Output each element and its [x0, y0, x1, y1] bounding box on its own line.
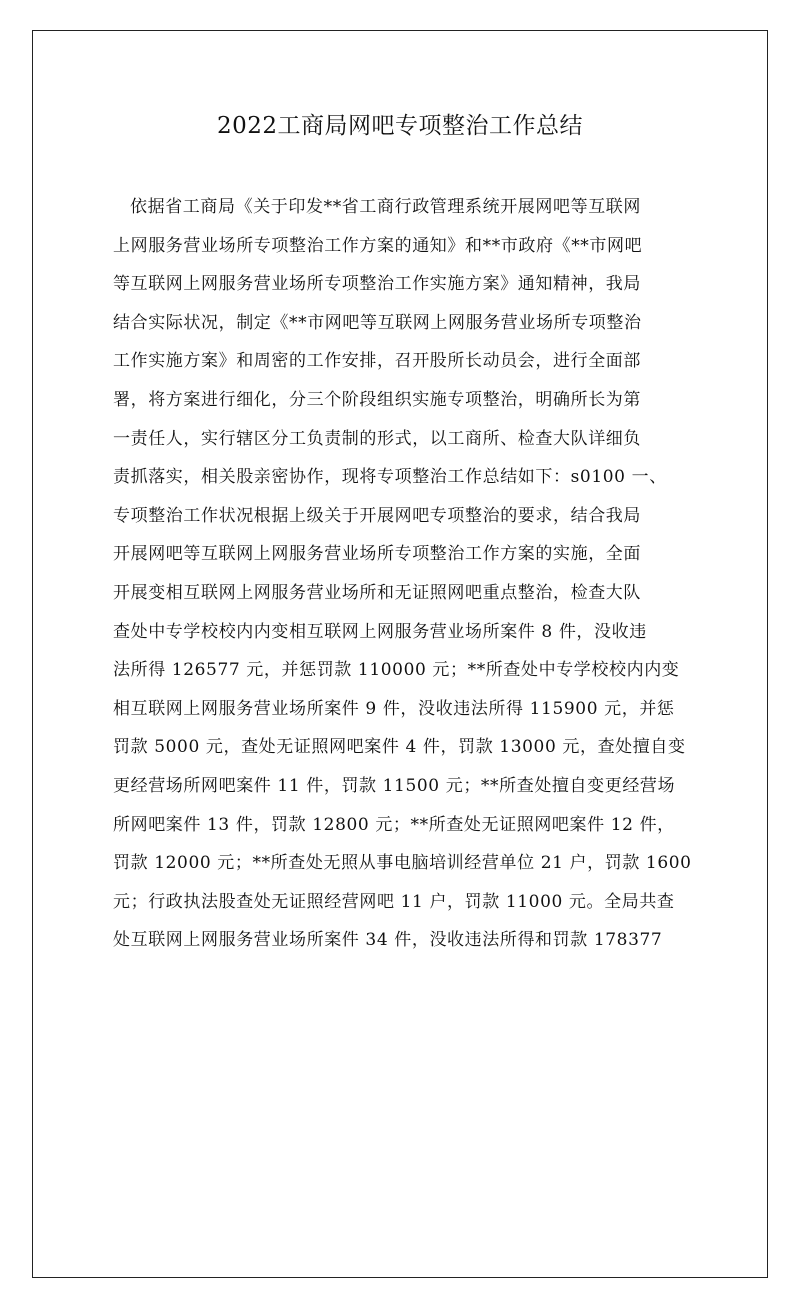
body-line: 工作实施方案》和周密的工作安排，召开股所长动员会，进行全面部	[113, 351, 641, 372]
body-line: 署，将方案进行细化，分三个阶段组织实施专项整治，明确所长为第	[113, 389, 641, 410]
body-line: 相互联网上网服务营业场所案件 9 件，没收违法所得 115900 元，并惩	[113, 698, 675, 719]
body-line: 罚款 12000 元；**所查处无照从事电脑培训经营单位 21 户，罚款 1600	[113, 853, 692, 874]
body-line: 一责任人，实行辖区分工负责制的形式，以工商所、检查大队详细负	[113, 428, 641, 449]
body-line: 查处中专学校校内内变相互联网上网服务营业场所案件 8 件，没收违	[113, 621, 647, 642]
body-line: 更经营场所网吧案件 11 件，罚款 11500 元；**所查处擅自变更经营场	[113, 775, 676, 796]
body-line: 罚款 5000 元，查处无证照网吧案件 4 件，罚款 13000 元，查处擅自变	[113, 737, 686, 758]
body-line: 开展变相互联网上网服务营业场所和无证照网吧重点整治，检查大队	[113, 582, 641, 603]
body-line: 所网吧案件 13 件，罚款 12800 元；**所查处无证照网吧案件 12 件，	[113, 814, 675, 835]
body-line: 处互联网上网服务营业场所案件 34 件，没收违法所得和罚款 178377	[113, 930, 663, 951]
body-line: 责抓落实，相关股亲密协作，现将专项整治工作总结如下：s0100 一、	[113, 467, 667, 488]
body-line: 专项整治工作状况根据上级关于开展网吧专项整治的要求，结合我局	[113, 505, 641, 526]
document-title: 2022工商局网吧专项整治工作总结	[216, 113, 584, 139]
document-body	[113, 188, 713, 960]
body-line: 依据省工商局《关于印发**省工商行政管理系统开展网吧等互联网	[130, 197, 641, 217]
body-line: 上网服务营业场所专项整治工作方案的通知》和**市政府《**市网吧	[113, 235, 643, 256]
body-line: 等互联网上网服务营业场所专项整治工作实施方案》通知精神，我局	[113, 274, 641, 295]
body-line: 开展网吧等互联网上网服务营业场所专项整治工作方案的实施，全面	[113, 544, 641, 565]
body-line: 法所得 126577 元，并惩罚款 110000 元；**所查处中专学校校内内变	[113, 660, 680, 681]
body-line: 结合实际状况，制定《**市网吧等互联网上网服务营业场所专项整治	[113, 312, 642, 333]
body-line: 元；行政执法股查处无证照经营网吧 11 户，罚款 11000 元。全局共查	[113, 891, 675, 912]
